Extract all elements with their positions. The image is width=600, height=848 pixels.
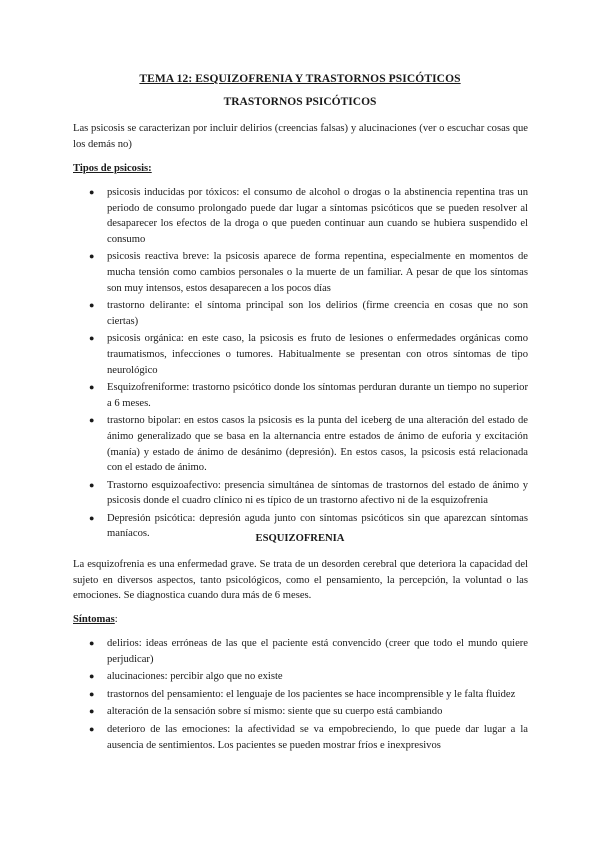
list-item: ● trastornos del pensamiento: el lenguaje de los pacientes se hace incomprensible y le falta fluidez xyxy=(73,687,528,703)
document-title: TEMA 12: ESQUIZOFRENIA Y TRASTORNOS PSICÓTICOS xyxy=(139,73,461,85)
list-item: ● Trastorno esquizoafectivo: presencia simultánea de síntomas de trastornos del estado de ánimo y psicosis donde el cuadro clínico ni es típico de un trastorno afectivo ni de la esquizofrenia xyxy=(89,479,528,507)
bullet-icon: ● xyxy=(89,512,95,523)
sintomas-list xyxy=(73,636,528,755)
sintomas-heading: Síntomas xyxy=(73,614,115,625)
sintomas-colon: : xyxy=(114,614,118,625)
esquizofrenia-paragraph: La esquizofrenia es una enfermedad grave. Se trata de un desorden cerebral que deteriora la capacidad del sujeto en diversos aspectos, tanto psicológicos, como el pensamiento, la percepción, la voluntad o las emociones. Se diagnostica cuando dura más de 6 meses. xyxy=(73,559,528,602)
intro-paragraph: Las psicosis se caracterizan por incluir delirios (creencias falsas) y alucinaciones (ver o escuchar cosas que los demás no) xyxy=(73,123,528,150)
tipos-heading: Tipos de psicosis: xyxy=(73,163,152,174)
bullet-icon: ● xyxy=(89,479,95,490)
list-item: ● psicosis inducidas por tóxicos: el consumo de alcohol o drogas o la abstinencia repentina tras un periodo de consumo prolongado puede dar lugar a síntomas psicóticos que se pueden resolver al desaparecer los efectos de la droga o que pueden continuar aun cuando se hubiera suspendido el consumo xyxy=(89,187,528,245)
sintomas-heading-wrap xyxy=(73,614,118,625)
bullet-icon: ● xyxy=(89,415,95,426)
section-title-esquizofrenia: ESQUIZOFRENIA xyxy=(255,533,345,544)
list-item: ● Depresión psicótica: depresión aguda junto con síntomas psicóticos sin que aparezcan síntomas maníacos. xyxy=(89,512,528,540)
list-item: ● deterioro de las emociones: la afectividad se va empobreciendo, lo que puede dar lugar a la ausencia de sentimientos. Los pacientes se pueden mostrar fríos e inexpresivos xyxy=(89,723,528,751)
bullet-icon: ● xyxy=(89,638,95,648)
list-item: ● psicosis orgánica: en este caso, la psicosis es fruto de lesiones o enfermedades orgánicas como traumatismos, infecciones o tumores. Habitualmente se presentan con otros síntomas de tipo neurológico xyxy=(89,333,528,376)
list-item: ● psicosis reactiva breve: la psicosis aparece de forma repentina, especialmente en momentos de mucha tensión como cambios personales o la muerte de un familiar. A pesar de que los síntomas son muy intensos, estos desaparecen a los pocos días xyxy=(89,251,528,294)
list-item: ● trastorno bipolar: en estos casos la psicosis es la punta del iceberg de una alteración del estado de ánimo generalizado que se basa en la alternancia entre estados de ánimo de euforia y excitación (manía) y estado de ánimo de desánimo (depresión). En estos casos, la psicosis está relacionada con el estado de ánimo. xyxy=(89,415,528,474)
list-item: ● alteración de la sensación sobre sí mismo: siente que su cuerpo está cambiando xyxy=(73,704,528,720)
section-title-trastornos: TRASTORNOS PSICÓTICOS xyxy=(223,96,377,108)
bullet-icon: ● xyxy=(89,688,95,699)
bullet-icon: ● xyxy=(89,706,95,717)
list-item: ● alucinaciones: percibir algo que no existe xyxy=(73,669,528,685)
bullet-icon: ● xyxy=(89,671,95,682)
bullet-icon: ● xyxy=(89,300,95,311)
bullet-icon: ● xyxy=(89,382,95,393)
list-item: ● delirios: ideas erróneas de las que el paciente está convencido (creer que todo el mundo quiere perjudicar) xyxy=(89,638,528,665)
bullet-icon: ● xyxy=(89,333,95,344)
bullet-icon: ● xyxy=(89,723,95,734)
list-item: ● trastorno delirante: el síntoma principal son los delirios (firme creencia en cosas que no son ciertas) xyxy=(89,300,528,327)
bullet-icon: ● xyxy=(89,187,95,197)
list-item: ● Esquizofreniforme: trastorno psicótico donde los síntomas perduran durante un tiempo no superior a 6 meses. xyxy=(89,382,528,409)
tipos-list xyxy=(73,185,528,544)
bullet-icon: ● xyxy=(89,251,95,262)
